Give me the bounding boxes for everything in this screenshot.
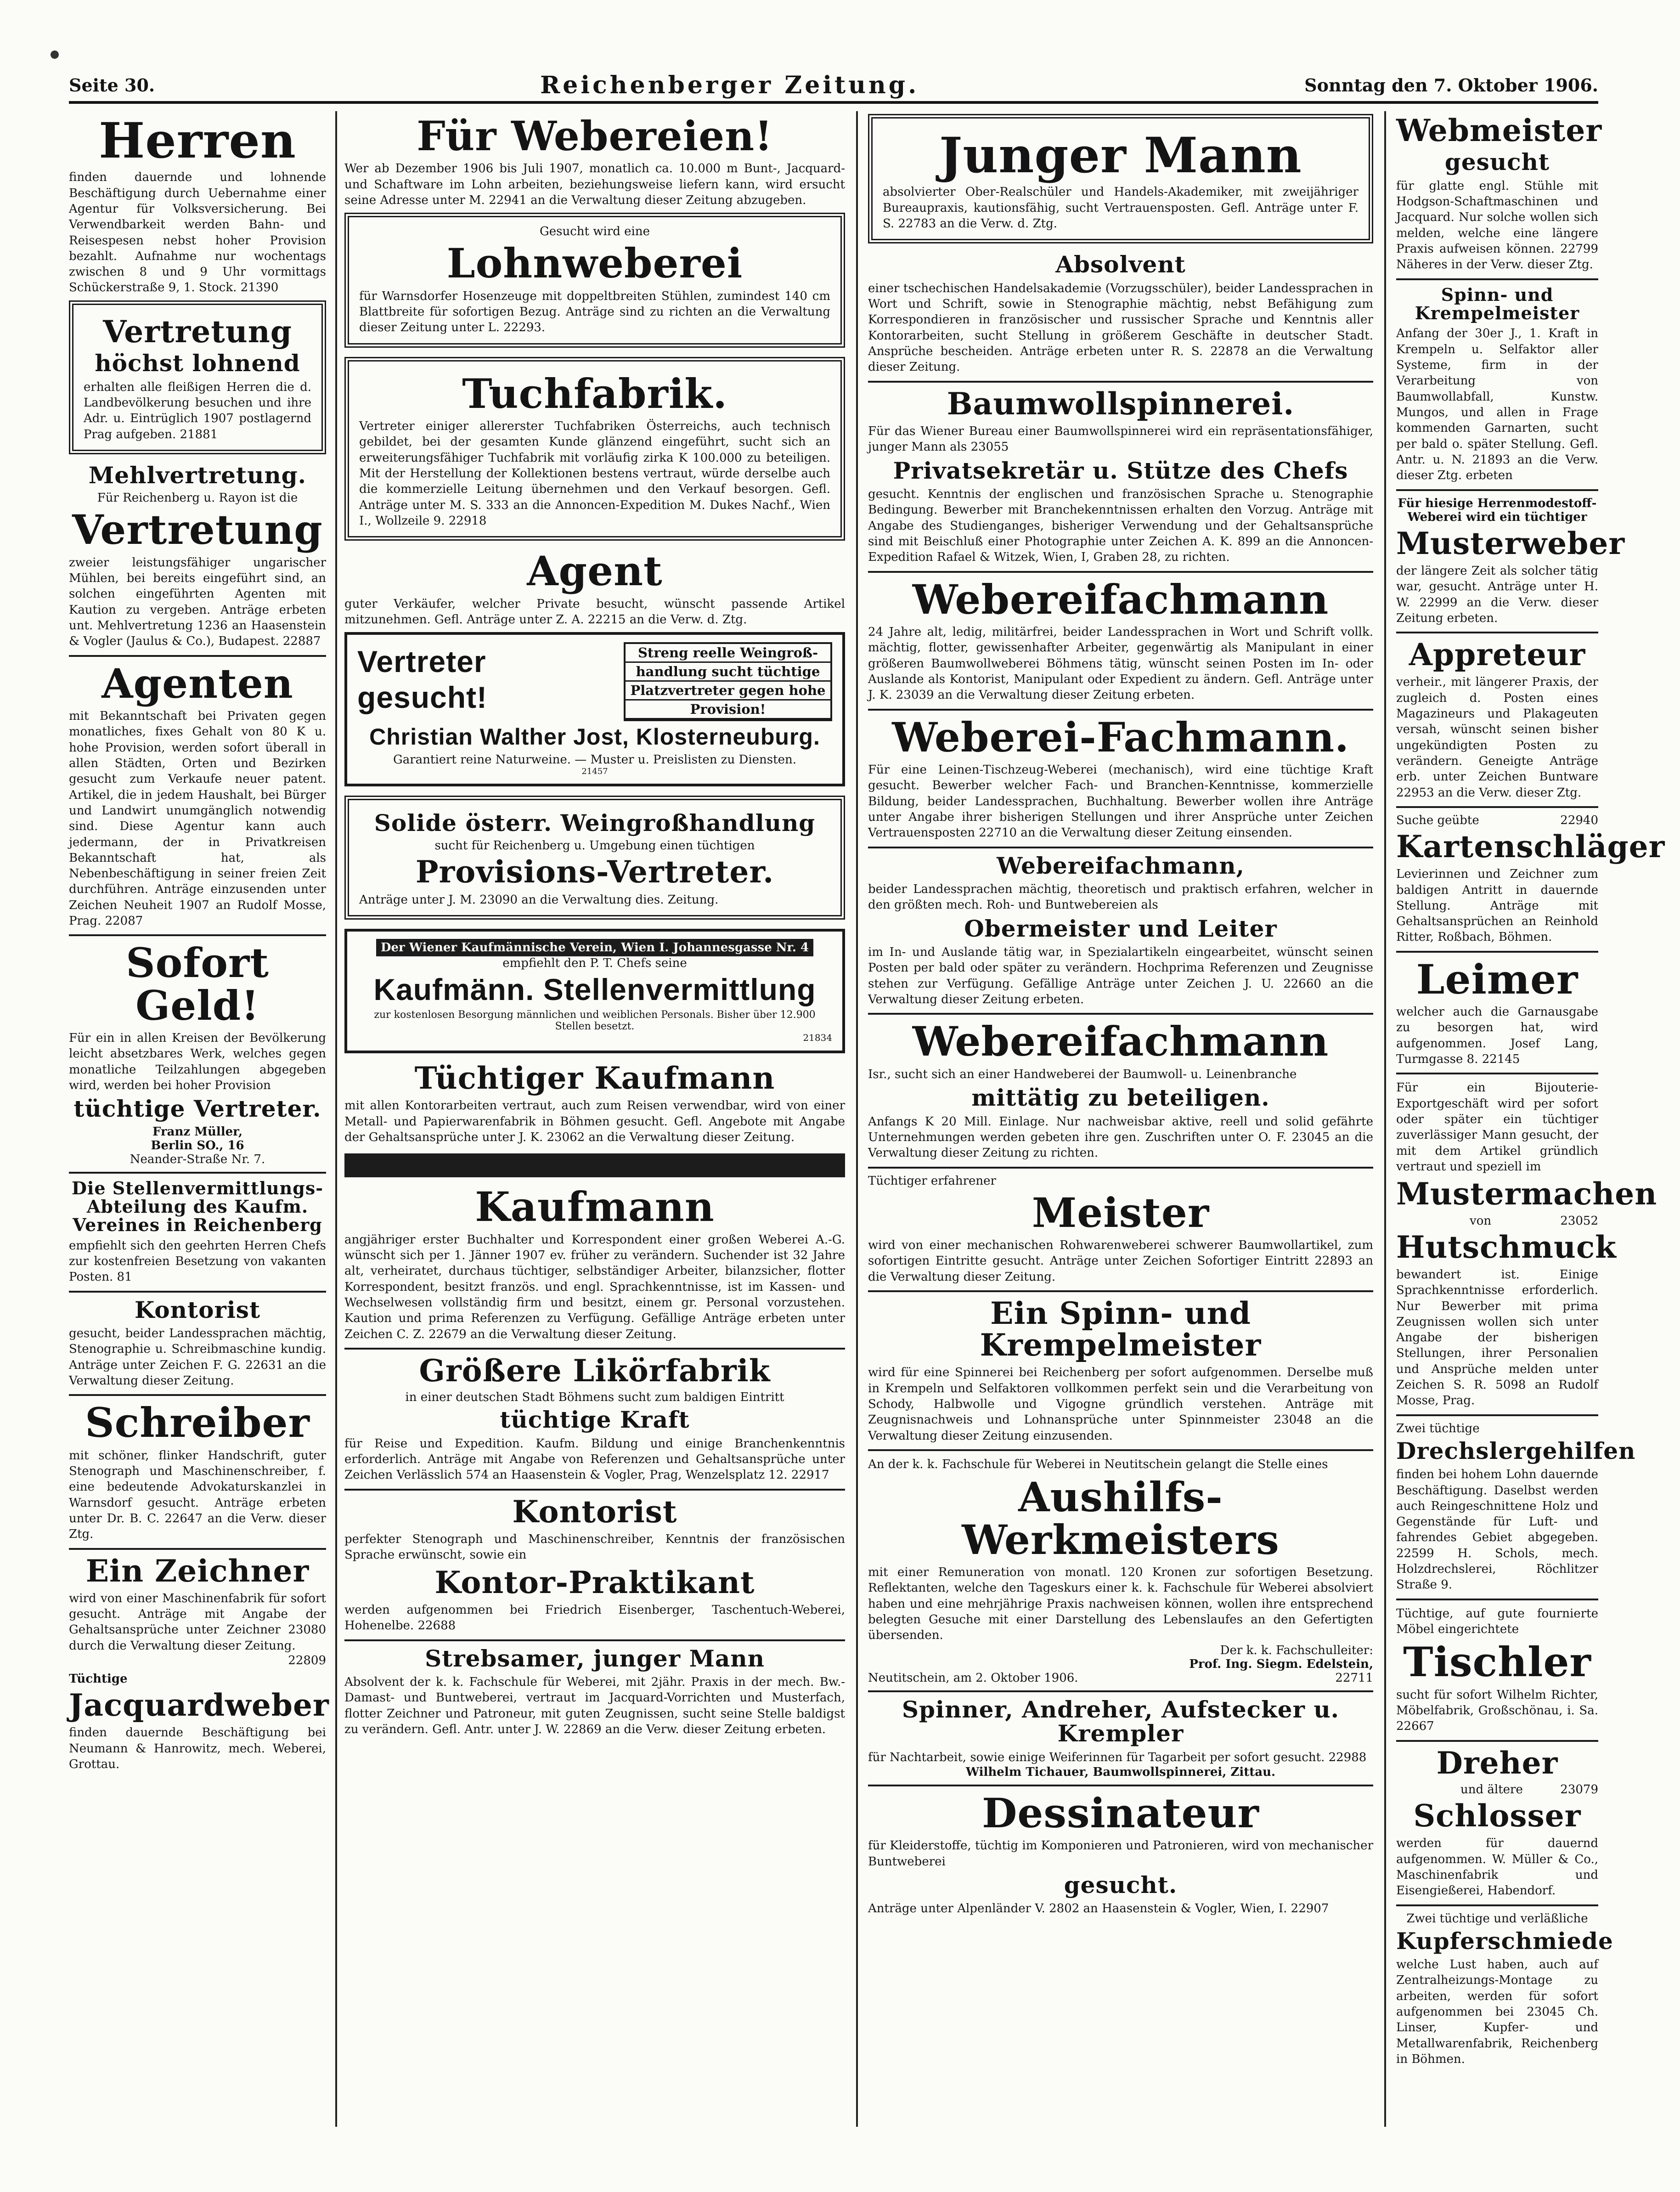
issue-date: Sonntag den 7. Oktober 1906. [1304,74,1598,96]
ad-title: Schlosser [1413,1797,1581,1834]
grid-line: Streng reelle Weingroß- [626,644,830,663]
grid-line: Platzvertreter gegen hohe [626,682,830,701]
divider [868,1167,1373,1169]
divider [1396,806,1598,808]
ad-text: erhalten alle fleißigen Herren die d. Landbevölkerung besuchen und ihre Adr. u. Eintrüglich 1907 postlagernd Prag aufgeben. 21881 [84,380,311,441]
ad-text: im In- und Auslande tätig war, in Spezialartikeln eingearbeitet, wünscht seinen Posten per bald oder später zu verändern. Hochprima Referenzen und Zeugnisse stehen zur Verfügung. Gefällige Anträge unter Zeichen J. U. 22660 an die Verwaltung dieser Zeitung erbeten. [868,945,1373,1007]
ad-title: Provisions-Vertreter. [415,854,774,890]
ad-schreiber [69,1401,326,1542]
ad-kaufmann [344,1183,845,1342]
ad-text: welche Lust haben, auch auf Zentralheizungs-Montage zu arbeiten, werden für sofort aufgenommen bei 23045 Ch. Linser, Kupfer- und Metallwarenfabrik, Reichenberg in Böhmen. [1396,1958,1598,2066]
newspaper-page [69,69,1665,2127]
ad-text: von [1470,1214,1492,1228]
ad-signature: Der k. k. Fachschulleiter: [1220,1643,1373,1657]
ad-address: Franz Müller, [152,1124,243,1139]
ad-title: Leimer [1416,955,1579,1003]
ad-title: Jacquardweber [69,1687,329,1723]
ad-text: absolvierter Ober-Realschüler und Handels-Akademiker, mit zweijähriger Bureaupraxis, kautionsfähig, sucht Vertrauensposten. Gefl. Anträge unter F. S. 22783 an die Verw. d. Ztg. [883,185,1359,231]
ad-title: Tuchfabrik. [462,369,727,418]
ad-mehlvertretung [69,463,326,650]
ad-text: empfiehlt sich den geehrten Herren Chefs zur kostenfreien Besetzung von vakanten Posten. 81 [69,1238,326,1284]
ad-title: Tüchtiger Kaufmann [414,1060,775,1096]
ad-text: Zwei tüchtige und verläßliche [1406,1911,1588,1926]
ad-title: Spinn- und Krempelmeister [1415,284,1580,323]
ad-number: 23052 [1560,1214,1598,1228]
ad-bijouterie [1396,1080,1657,1408]
ad-title: Obermeister und Leiter [964,915,1277,942]
ad-text: für Kleiderstoffe, tüchtig im Komponieren und Patronieren, wird von mechanischer Buntweberei [868,1839,1373,1869]
ad-tuechtiger-kaufmann [344,1062,845,1145]
ad-zeichner [69,1555,326,1668]
ad-tischler [1396,1606,1598,1734]
ad-absolvent [868,253,1373,375]
ad-title: Privatsekretär u. Stütze des Chefs [893,457,1348,484]
page-header [69,69,1598,104]
ad-weberei-fachmann [868,713,1373,841]
newspaper-title: Reichenberger Zeitung. [540,71,919,99]
ad-text: für glatte engl. Stühle mit Hodgson-Schaftmaschinen und Jacquard. Nur solche wollen sich melden, welche eine längere Praxis aufweisen können. 22799 Näheres in der Verw. dieser Ztg. [1396,179,1598,272]
ad-herren [69,112,326,296]
ad-title: Junger Mann [939,126,1302,184]
ad-text: zur kostenlosen Besorgung männlichen und weiblichen Personals. Bisher über 12.900 Stellen besetzt. [374,1009,816,1033]
ad-kontorist-praktikant [344,1493,845,1634]
ad-text: für Reise und Expedition. Kaufm. Bildung und einige Branchenkenntnis erforderlich. Anträge mit Angabe von Referenzen und Gehaltsansprüche unter Zeichen Verlässlich 574 an Haasenstein & Vogler, Prag, Wenzelsplatz 12. 22917 [344,1436,845,1482]
ad-text: der längere Zeit als solcher tätig war, gesucht. Anträge unter H. W. 22999 an die Verw. dieser Zeitung erbeten. [1396,564,1598,625]
ad-text: Für eine Leinen-Tischzeug-Weberei (mechanisch), wird eine tüchtige Kraft gesucht. Bewerber welcher Fach- und Branchen-Kenntnisse, kommerzielle Bildung, beider Landessprachen, Buchhaltung. Bewerber wollen ihre Anträge unter Angabe ihrer bisherigen Stellungen und ihrer Ansprüche unter Zeichen Vertrauensposten 22710 an die Verwaltung dieser Zeitung einsenden. [868,763,1373,840]
ad-text: Isr., sucht sich an einer Handweberei der Baumwoll- u. Leinenbranche [868,1067,1297,1081]
divider [1396,1073,1598,1074]
divider [868,571,1373,573]
ad-title: Webereifachmann [912,1017,1329,1066]
ad-text: Suche geübte [1396,813,1479,827]
ad-kontorist [69,1298,326,1389]
ad-strebsamer-mann [344,1644,845,1738]
ad-spinn-krempelmeister-gesuch [1396,286,1598,484]
ad-fuer-webereien [344,112,845,208]
ad-title: Herren [99,112,296,169]
column-divider [335,111,337,2127]
ad-number: 23079 [1560,1782,1598,1797]
black-bar [344,1153,845,1177]
ad-signature: Wilhelm Tichauer, Baumwollspinnerei, Zittau. [965,1765,1276,1779]
ad-text: gesucht. Kenntnis der englischen und französischen Sprache u. Stenographie Bedingung. Bewerber mit Branchekenntnissen erhalten den Vorzug. Anträge mit Angabe des Studienganges, bisheriger Verwendung und der Gehaltsansprüche sind mit Beischluß einer Photographie unter Zeichen A. K. 899 an die Annoncen-Expedition Rafael & Witzek, Wien, I, Graben 28, zu richten. [868,487,1373,565]
ad-text: mit Bekanntschaft bei Privaten gegen monatliches, fixes Gehalt von 80 K u. hohe Provision, werden sofort überall in allen Städten, Orten und Bezirken gesucht zum Verkaufe neuer patent. Artikel, die in jedem Haushalt, bei Bürger und Landwirt unumgänglich notwendig sind. Diese Agentur kann auch jedermann, der in Privatkreisen Bekanntschaft hat, als Nebenbeschäftigung in seiner freien Zeit durchführen. Anträge einzusenden unter Zeichen Neuheit 1907 an Rudolf Mosse, Prag. 22087 [69,709,326,928]
ad-text: Zwei tüchtige [1396,1421,1480,1435]
ad-text: werden für dauernd aufgenommen. W. Müller & Co., Maschinenfabrik und Eisengießerei, Habendorf. [1396,1836,1598,1898]
ad-title: Vertretung [72,506,323,554]
ad-text: zweier leistungsfähiger ungarischer Mühlen, bei bereits eingeführt sind, an solchen eingeführten Agenten mit Kaution zu vergeben. Anträge erbeten unt. Mehlvertretung 1236 an Haasenstein & Vogler (Jaulus & Co.), Budapest. 22887 [69,555,326,649]
column-divider [1384,111,1386,2127]
ad-text: welcher auch die Garnausgabe zu besorgen hat, wird aufgenommen. Josef Lang, Turmgasse 8. 22145 [1396,1005,1598,1067]
ad-text: mit einer Remuneration von monatl. 120 Kronen zur sofortigen Besetzung. Reflektanten, welche den Tageskurs einer k. k. Fachschule für Weberei absolviert haben und eine mehrjährige Praxis nachweisen können, wollen ihre entsprechend belegten Gesuche mit einer Darstellung des Lebenslaufes an den Gefertigten übersenden. [868,1565,1373,1643]
ad-text: guter Verkäufer, welcher Private besucht, wünscht passende Artikel mitzunehmen. Gefl. Anträge unter Z. A. 22215 an die Verw. d. Ztg. [344,597,845,627]
ad-text: sucht für Reichenberg u. Umgebung einen tüchtigen [434,839,755,853]
ad-text: Gesucht wird eine [539,225,650,239]
ad-text: Anfangs K 20 Mill. Einlage. Nur nachweisbar aktive, reell und solid gefährte Unternehmungen werden gebeten ihre gen. Zuschriften unter O. F. 23045 an die Verwaltung dieser Zeitung zu richten. [868,1114,1373,1160]
grid-line: handlung sucht tüchtige [626,663,830,682]
ad-text: Für das Wiener Bureau einer Baumwollspinnerei wird ein repräsentationsfähiger, junger Mann als 23055 [868,424,1373,454]
column-3 [868,111,1373,2127]
ad-aushilfs-werkmeister [868,1457,1373,1685]
divider [69,1548,326,1550]
ad-leimer [1396,955,1598,1068]
ad-title: Weberei-Fachmann. [892,713,1349,761]
ad-text: für Nachtarbeit, sowie einige Weiferinnen für Tagarbeit per sofort gesucht. 22988 [868,1750,1367,1764]
ad-number: 22940 [1560,813,1598,827]
ad-title: Baumwollspinnerei. [947,385,1295,422]
ad-title-block [357,642,614,717]
ad-musterweber [1396,496,1625,627]
ad-title: Kontorist [134,1296,261,1323]
ad-title: Webmeister [1396,113,1602,148]
divider [344,1489,845,1491]
ad-number: 22809 [288,1654,326,1668]
ad-title: Ein Zeichner [85,1553,310,1589]
ad-text: Anträge unter J. M. 23090 an die Verwaltung dies. Zeitung. [359,893,719,907]
ad-title: Aushilfs-Werkmeisters [962,1473,1280,1564]
ad-title: Musterweber [1396,525,1625,561]
ad-text: Anträge unter Alpenländer V. 2802 an Haasenstein & Vogler, Wien, I. 22907 [868,1902,1329,1916]
ad-title: tüchtige Vertreter. [73,1095,321,1123]
ad-title: Kontorist [512,1493,677,1530]
divider [868,1690,1373,1692]
divider [1396,1599,1598,1600]
ad-title: Mustermachen [1396,1176,1657,1212]
divider [69,1291,326,1293]
ad-number: 21834 [803,1032,832,1044]
ad-webereifachmann-1 [868,575,1373,703]
ad-title: tüchtige Kraft [500,1406,690,1434]
ad-text: finden dauernde Beschäftigung bei Neumann & Hanrowitz, mech. Weberei, Grottau. [69,1726,326,1771]
ad-header-row [357,642,832,721]
divider [69,1394,326,1396]
ad-text: Vertreter einiger allererster Tuchfabriken Österreichs, auch technisch gebildet, bei der gesamten Kunde glänzend eingeführt, sucht sich an erweiterungsfähiger Tuchfabrik mit vorläufig zirka K 100.000 zu beteiligen. Mit der Herstellung der Kollektionen bestens vertraut, würde derselbe auch die kommerzielle Leitung übernehmen und den Verkauf besorgen. Gefl. Anträge unter M. S. 333 an die Annoncen-Expedition M. Dukes Nachf., Wien I., Wollzeile 9. 22918 [359,419,830,528]
divider [1396,1904,1598,1906]
ad-spinn-krempelmeister [868,1295,1373,1444]
ad-text: Absolvent der k. k. Fachschule für Weberei, mit 2jähr. Praxis in der mech. Bw.-Damast- und Buntweberei, vertraut im Jacquard-Vorrichten und Musterfach, flotter Zeichner und Patroneur, mit guten Zeugnissen, sucht seine Stelle baldigst zu verändern. Gefl. Antr. unter J. W. 22869 an die Verw. dieser Zeitung erbeten. [344,1675,845,1736]
column-1 [69,111,329,2127]
divider [1396,489,1598,491]
ad-lohnweberei [344,213,845,347]
ad-text: gesucht, beider Landessprachen mächtig, Stenographie u. Schreibmaschine kundig. Anträge unter Zeichen F. G. 22631 an die Verwaltung dieser Zeitung. [69,1327,326,1388]
ad-text: für Warnsdorfer Hosenzeuge mit doppeltbreiten Stühlen, zumindest 140 cm Blattbreite für sofortigen Bezug. Anträge sind zu richten an die Verwaltung dieser Zeitung unter L. 22293. [359,289,830,335]
ad-text: mit allen Kontorarbeiten vertraut, auch zum Reisen verwendbar, wird von einer Metall- und Papierwarenfabrik in Böhmen gesucht. Gefl. Angebote mit Angabe der Gehaltsansprüche unter J. K. 23062 an die Verwaltung dieser Zeitung. [344,1099,845,1145]
ad-title: gesucht. [1064,1871,1178,1898]
divider [69,655,326,657]
divider [1396,1740,1598,1742]
ad-title: Webereifachmann [912,575,1329,623]
ad-title: Kartenschläger [1396,828,1665,864]
ad-text: Tüchtige, auf gute fournierte Möbel eingerichtete [1396,1606,1598,1637]
ad-vertretung-box [69,300,326,454]
ad-appreteur [1396,639,1598,801]
ad-text: finden bei hohem Lohn dauernde Beschäftigung. Daselbst werden auch Reingeschnittene Holz und Gegenstände für Luft- und fahrendes Gebiet abgegeben. 22599 H. Schols, mech. Holzdrechslerei, Röchlitzer Straße 9. [1396,1468,1598,1592]
ad-text: angjähriger erster Buchhalter und Korrespondent einer großen Weberei A.-G. wünscht sich per 1. Jänner 1907 ev. früher zu verändern. Suchender ist 32 Jahre alt, verheiratet, durchaus tüchtiger, selbständiger Arbeiter, bilanzsicher, flotter Korrespondent, besitzt französ. und engl. Sprachkenntnisse, ist im Kassen- und Wechselwesen vollständig firm und besitzt, einem gr. Personal vorzustehen. Kaution und prima Referenzen zu Verfügung. Gefällige Anträge erbeten unter Zeichen C. Z. 22679 an die Verwaltung dieser Zeitung. [344,1232,845,1341]
ad-junger-mann [868,114,1373,243]
ad-info-grid [624,642,832,721]
ad-title: Kaufmänn. Stellenvermittlung [373,972,816,1006]
ad-title: Spinner, Andreher, Aufstecker u. Krempler [902,1695,1340,1747]
ad-jost-weingrosshandlung [344,632,845,786]
divider [344,1639,845,1641]
ad-number: 22711 [1335,1671,1373,1685]
ad-dessinateur [868,1789,1373,1917]
ad-text: finden dauernde und lohnende Beschäftigung durch Uebernahme einer Agentur für Volksversicherung. Bei Verwendbarkeit werden Bahn- und Reisespesen nebst hoher Provision bezahlt. Aufnahme nur wochentags zwischen 8 und 9 Uhr vormittags Schückerstraße 9, 1. Stock. 21390 [69,170,326,295]
ad-text: werden aufgenommen bei Friedrich Eisenberger, Taschentuch-Weberei, Hohenelbe. 22688 [344,1603,845,1633]
ad-text: wird von einer Maschinenfabrik für sofort gesucht. Anträge mit Angabe der Gehaltsansprüche unter Zeichner 23080 durch die Verwaltung dieser Zeitung. [69,1591,326,1653]
ad-text: Wer ab Dezember 1906 bis Juli 1907, monatlich ca. 10.000 m Bunt-, Jacquard- und Schaftware im Lohn arbeiten, beziehungsweise liefern kann, wird ersucht seine Adresse unter M. 22941 an die Verwaltung dieser Zeitung abzugeben. [344,162,845,208]
ad-weingrosshandlung [344,796,845,920]
ad-title: Absolvent [1055,251,1186,278]
ad-title: Sofort Geld! [126,939,269,1029]
ad-meister [868,1174,1373,1285]
ad-title: Solide österr. Weingroßhandlung [374,809,816,836]
divider [69,1172,326,1174]
ad-title: Größere Likörfabrik [419,1352,771,1389]
ad-address: Neander-Straße Nr. 7. [130,1152,265,1166]
ad-title: Vertretung [103,313,292,350]
ad-agenten [69,659,326,929]
ad-text: in einer deutschen Stadt Böhmens sucht zum baldigen Eintritt [405,1390,784,1405]
ad-title: Hutschmuck [1396,1229,1617,1265]
divider [69,934,326,936]
ad-title: Kontor-Praktikant [434,1564,755,1600]
divider [1396,951,1598,953]
ad-text: Tüchtige [69,1672,128,1686]
ad-title: Agenten [101,659,293,707]
ad-tuchfabrik [344,357,845,541]
ad-text: und ältere [1460,1782,1523,1797]
ad-text: Für ein Bijouterie-Exportgeschäft wird per sofort oder später ein tüchtiger zuverlässiger Mann gesucht, der mit dem Artikel gründlich vertraut und speziell im [1396,1081,1598,1174]
ad-title: mittätig zu beteiligen. [971,1084,1270,1112]
ad-heading-banner: Der Wiener Kaufmännische Verein, Wien I. Johannesgasse Nr. 4 [376,939,813,956]
ad-subtitle: höchst lohnend [95,350,300,377]
ad-title: Mehlvertretung. [88,461,307,489]
ad-text: 24 Jahre alt, ledig, militärfrei, beider Landessprachen in Wort und Schrift vollk. mächtig, flotter, gewissenhafter Arbeiter, gegenwärtig als Manipulant in einer größeren Baumwollweberei Böhmens tätig, wünscht seinen Posten im In- oder Auslande als Kontorist, Manipulant oder Expedient zu ändern. Gefl. Anträge unter J. K. 23039 an die Verwaltung dieser Zeitung erbeten. [868,625,1373,702]
ad-dreher-schlosser [1396,1747,1598,1899]
ad-text: perfekter Stenograph und Maschinenschreiber, Kenntnis der französischen Sprache erwünscht, sowie ein [344,1532,845,1562]
divider [868,381,1373,383]
divider [1396,278,1598,280]
ad-title: Drechslergehilfen [1396,1437,1636,1464]
ad-stellenvermittlung [69,1179,326,1285]
divider [1396,632,1598,633]
ad-agent [344,547,845,627]
divider [868,1449,1373,1451]
ad-title: Meister [1032,1188,1210,1237]
ad-title: Kaufmann [475,1183,715,1231]
ad-drechslergehilfen [1396,1421,1636,1593]
ad-title: gesucht! [357,680,488,714]
ad-kaufm-stellenvermittlung [344,929,845,1053]
divider [344,1348,845,1350]
grid-line: Provision! [626,701,830,719]
divider [1396,1414,1598,1416]
divider [868,709,1373,711]
ad-title: Schreiber [85,1399,310,1447]
ad-webereifachmann-beteiligung [868,1017,1373,1161]
ad-jacquardweber [69,1672,329,1772]
ad-title: Für Webereien! [417,112,773,160]
page-number: Seite 30. [69,74,155,96]
ad-text: sucht für sofort Wilhelm Richter, Möbelfabrik, Großschönau, i. Sa. 22667 [1396,1688,1598,1734]
ad-title: Appreteur [1409,637,1586,673]
ad-text: An der k. k. Fachschule für Weberei in Neutitschein gelangt die Stelle eines [868,1458,1328,1471]
ad-spinner [868,1695,1373,1779]
ad-text: bewandert ist. Einige Sprachkenntnisse erforderlich. Nur Bewerber mit prima Zeugnissen wollen sich unter Angabe der bisherigen Stellungen, ihrer Personalien und Ansprüche melden unter Zeichen S. R. 5098 an Rudolf Mosse, Prag. [1396,1267,1598,1408]
divider [868,847,1373,848]
ad-baumwollspinnerei [868,385,1373,565]
ad-likoerfabrik [344,1352,845,1483]
ad-kupferschmiede [1396,1911,1613,2068]
ad-text: Für ein in allen Kreisen der Bevölkerung leicht absetzbares Werk, welches gegen monatliche Teilzahlungen abgegeben wird, werden bei hoher Provision [69,1031,326,1093]
ad-signature: Prof. Ing. Siegm. Edelstein, [1189,1657,1373,1671]
ad-title: Ein Spinn- und Krempelmeister [980,1295,1262,1363]
ad-kartenschlaeger [1396,813,1665,945]
ad-text: beider Landessprachen mächtig, theoretisch und praktisch erfahren, welcher in den größten mech. Roh- und Buntwebereien als [868,882,1373,912]
ad-sofort-geld [69,939,326,1166]
ad-title: Dessinateur [982,1789,1259,1837]
ad-footer: Neutitschein, am 2. Oktober 1906. [868,1671,1078,1685]
ad-company-name: Christian Walther Jost, Klosterneuburg. [369,724,820,750]
ad-text: empfiehlt den P. T. Chefs seine [502,956,687,970]
ad-text: einer tschechischen Handelsakademie (Vorzugsschüler), beider Landessprachen in Wort und Schrift, sowie in Stenographie mächtig, nebst Befähigung zum Korrespondieren in französischer und russischer Sprache und Kenntnis aller Kontorarbeiten, sucht Stellung in größerem Geschäfte in deutscher Stadt. Ansprüche bescheiden. Anträge erbeten unter R. S. 22878 an die Verwaltung dieser Zeitung. [868,281,1373,374]
column-divider [856,111,858,2127]
divider [868,1785,1373,1786]
ad-address: Berlin SO., 16 [151,1138,244,1152]
ad-title: Webereifachmann, [997,852,1245,879]
ad-number: 21457 [581,766,608,776]
ad-webereifachmann-obermeister [868,854,1373,1008]
ad-title: Dreher [1436,1745,1558,1781]
ad-text: Tüchtiger erfahrener [868,1174,996,1188]
ad-title: Vertreter [357,644,486,679]
ad-text: wird von einer mechanischen Rohwarenweberei schwerer Baumwollartikel, zum sofortigen Eintritte gesucht. Anträge unter Zeichen Sofortiger Eintritt 22893 an die Verwaltung dieser Zeitung. [868,1238,1373,1284]
ad-text: Für Reichenberg u. Rayon ist die [97,491,298,505]
ad-text: mit schöner, flinker Handschrift, guter Stenograph und Maschinenschreiber, f. eine bedeutende Advokaturskanzlei in Warnsdorf gesucht. Anträge erbeten unter Dr. B. C. 22647 an die Verw. dieser Ztg. [69,1448,326,1542]
ad-text: Garantiert reine Naturweine. — Muster u. Preislisten zu Diensten. [393,752,796,767]
paper-spot [51,51,59,59]
divider [868,1013,1373,1015]
ad-title: Strebsamer, junger Mann [425,1644,765,1672]
ad-title: Tischler [1403,1638,1591,1686]
ad-title: Agent [527,547,663,595]
ad-text: verheir., mit längerer Praxis, der zugleich d. Posten eines Magazineurs und Plakageuten versah, wünscht seinen bisher ungekündigten Posten zu verändern. Geneigte Anträge erb. unter Zeichen Buntware 22953 an die Verw. dieser Ztg. [1396,675,1598,800]
ad-title: Kupferschmiede [1396,1927,1613,1955]
ad-subtitle: gesucht [1444,148,1550,176]
ad-text: Anfang der 30er J., 1. Kraft in Krempeln u. Selfaktor aller Systeme, firm in der Verarbeitung von Baumwollabfall, Kunstw. Mungos, und allen in Frage kommenden Garnarten, sucht per bald o. später Stellung. Gefl. Antr. u. N. 21893 an die Verw. dieser Ztg. erbeten [1396,327,1598,483]
ad-text: wird für eine Spinnerei bei Reichenberg per sofort aufgenommen. Derselbe muß in Krempeln und Selfaktoren vollkommen perfekt sein und die Verarbeitung von Schody, Halbwolle und Vigogne gründlich verstehen. Anträge mit Zeugnisnachweis und Lohnansprüche unter Spinnmeister 23048 an die Verwaltung dieser Zeitung einzusenden. [868,1366,1373,1443]
column-2 [344,111,845,2127]
ad-text: Für hiesige Herrenmodestoff-Weberei wird ein tüchtiger [1398,496,1597,524]
ad-webmeister [1396,113,1602,273]
ad-text: Levierinnen und Zeichner zum baldigen Antritt in dauernde Stellung. Anträge mit Gehaltsansprüchen an Reinhold Ritter, Roßbach, Böhmen. [1396,867,1598,944]
ad-title: Lohnweberei [446,239,743,288]
divider [868,1290,1373,1292]
column-4 [1396,111,1665,2127]
ad-title: Die Stellenvermittlungs-Abteilung des Kaufm. Vereines in Reichenberg [71,1177,324,1235]
